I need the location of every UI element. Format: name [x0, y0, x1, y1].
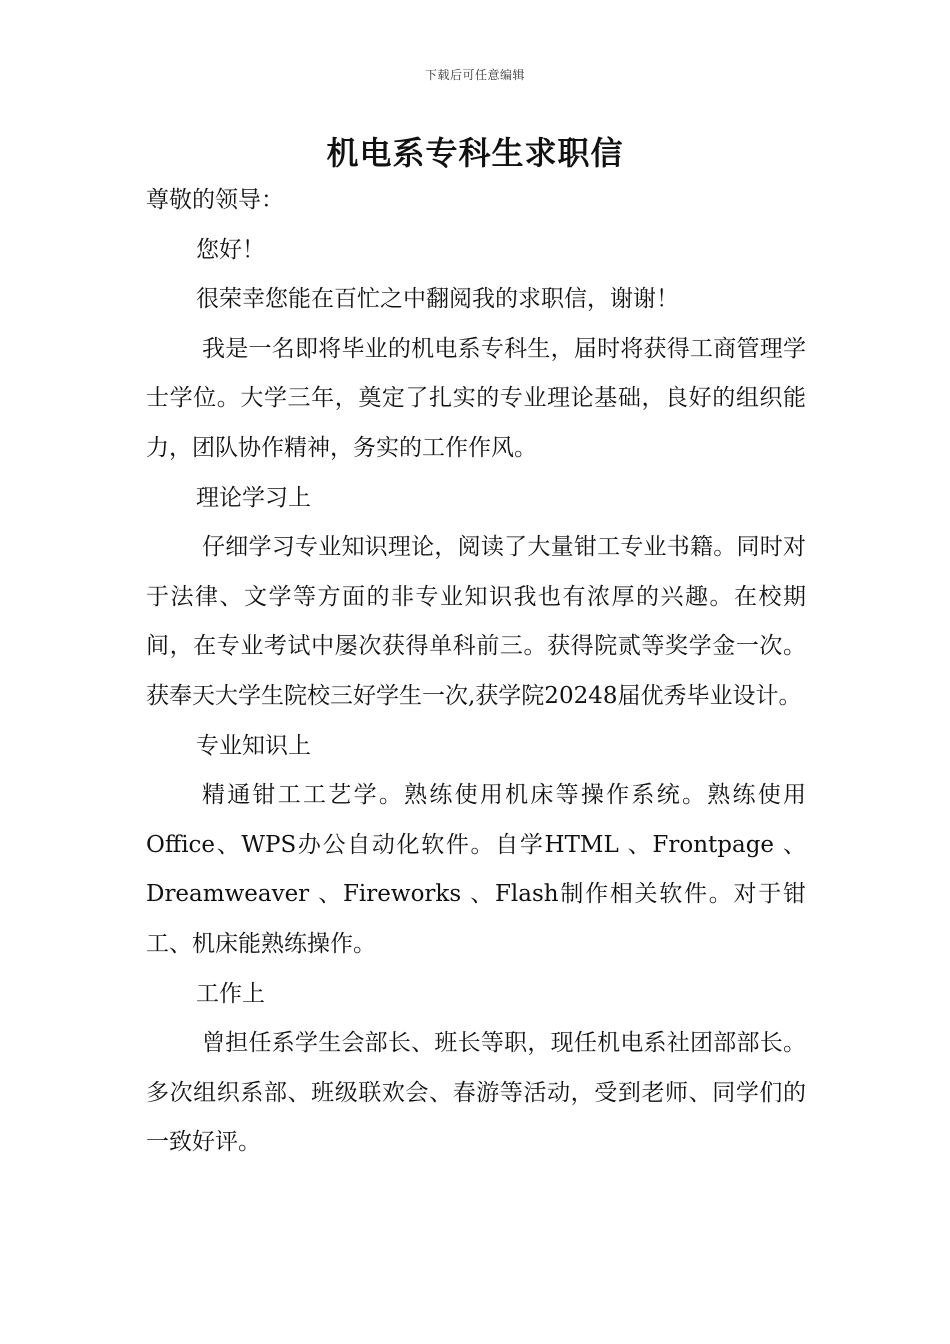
work-heading: 工作上 — [196, 980, 265, 1007]
theory-heading: 理论学习上 — [196, 484, 311, 511]
greeting: 您好！ — [196, 236, 265, 263]
skills-heading: 专业知识上 — [196, 732, 311, 759]
skills-paragraph: 精通钳工工艺学。熟练使用机床等操作系统。熟练使用Office、WPS办公自动化软件。自学HTML 、Frontpage 、Dreamweaver 、Fireworks 、Flash制作相关软件。对于钳工、机床能熟练操作。 — [146, 782, 806, 957]
theory-paragraph: 仔细学习专业知识理论，阅读了大量钳工专业书籍。同时对于法律、文学等方面的非专业知识我也有浓厚的兴趣。在校期间，在专业考试中屡次获得单科前三。获得院贰等奖学金一次。获奉天大学生院校三好学生一次,获学院20248届优秀毕业设计。 — [146, 534, 806, 709]
salutation: 尊敬的领导： — [146, 187, 284, 213]
self-intro-paragraph: 我是一名即将毕业的机电系专科生，届时将获得工商管理学士学位。大学三年，奠定了扎实的专业理论基础，良好的组织能力，团队协作精神，务实的工作作风。 — [146, 335, 806, 461]
letter-body — [146, 176, 806, 1168]
intro-paragraph: 很荣幸您能在百忙之中翻阅我的求职信，谢谢！ — [196, 286, 679, 313]
work-paragraph: 曾担任系学生会部长、班长等职，现任机电系社团部部长。多次组织系部、班级联欢会、春游等活动，受到老师、同学们的一致好评。 — [146, 1030, 806, 1156]
page-title: 机电系专科生求职信 — [326, 134, 624, 172]
header-note: 下载后可任意编辑 — [424, 68, 525, 82]
